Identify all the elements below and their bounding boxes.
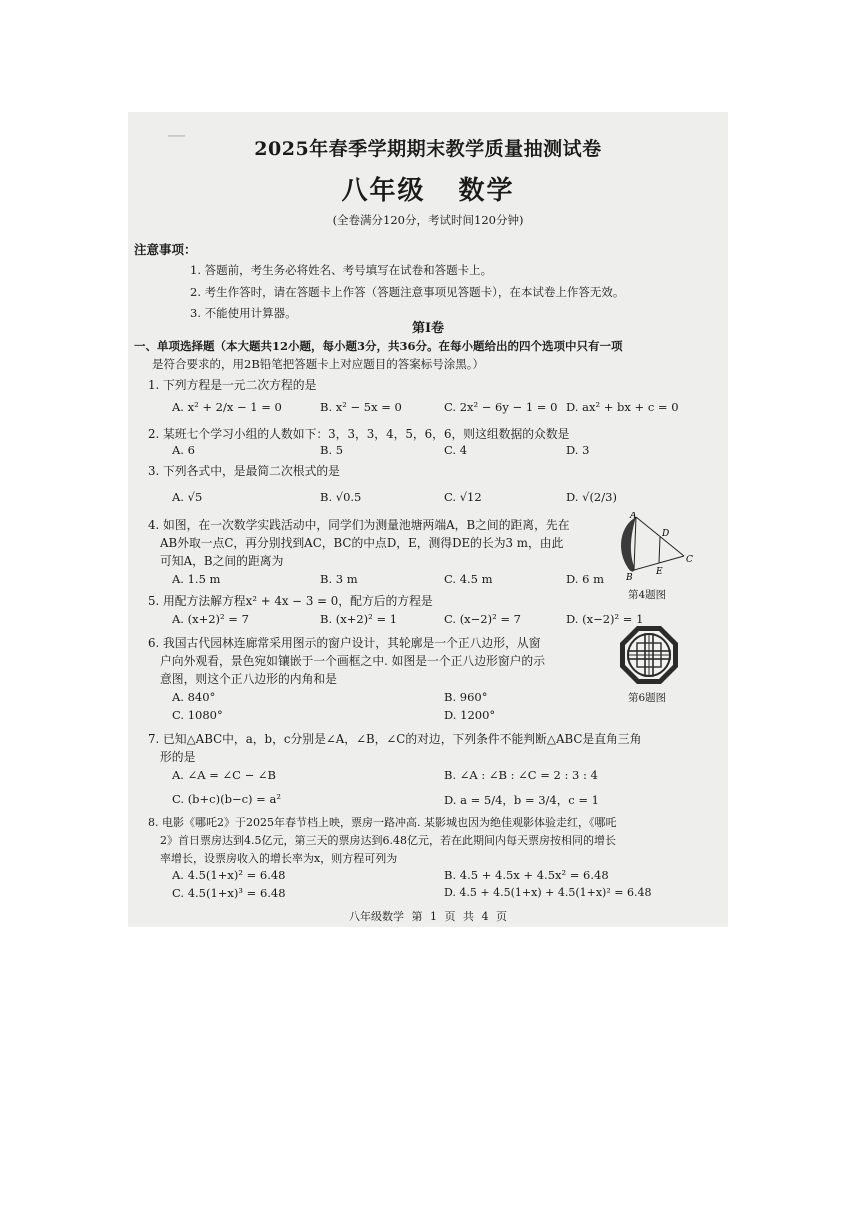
question-stem: 可知A，B之间的距离为 [160, 554, 284, 568]
question-stem: 4. 如图，在一次数学实践活动中，同学们为测量池塘两端A，B之间的距离，先在 [148, 518, 570, 532]
exam-title: 2025年春季学期期末教学质量抽测试卷 [254, 138, 602, 160]
question-stem: 1. 下列方程是一元二次方程的是 [148, 378, 317, 392]
question-stem: 2. 某班七个学习小组的人数如下：3，3，3，4，5，6，6，则这组数据的众数是 [148, 427, 570, 441]
option-d: D. 3 [566, 443, 590, 457]
option-c: C. 1080° [172, 708, 223, 722]
figure-6-caption: 第6题图 [628, 692, 667, 704]
option-d: D. √(2/3) [566, 490, 617, 504]
question-stem: 意图，则这个正八边形的内角和是 [160, 672, 337, 686]
label-a: A [630, 512, 637, 521]
option-c: C. √12 [444, 490, 482, 504]
option-c: C. (x−2)² = 7 [444, 612, 521, 626]
option-d: D. 1200° [444, 708, 496, 722]
question-stem: 2》首日票房达到4.5亿元，第三天的票房达到6.48亿元，若在此期间内每天票房按相同的增长 [160, 834, 616, 847]
notice-item: 3. 不能使用计算器。 [190, 306, 297, 320]
question-stem: 户向外观看，景色宛如镶嵌于一个画框之中. 如图是一个正八边形窗户的示 [160, 654, 546, 668]
label-c: C [686, 555, 693, 565]
option-b: B. (x+2)² = 1 [320, 612, 398, 626]
question-stem: AB外取一点C，再分别找到AC，BC的中点D，E，测得DE的长为3 m，由此 [160, 536, 564, 550]
option-d: D. 4.5 + 4.5(1+x) + 4.5(1+x)² = 6.48 [444, 886, 652, 899]
section-instructions: 一、单项选择题（本大题共12小题，每小题3分，共36分。在每小题给出的四个选项中只有一项 [134, 339, 623, 353]
option-c: C. 4.5 m [444, 572, 493, 586]
option-b: B. 4.5 + 4.5x + 4.5x² = 6.48 [444, 868, 609, 882]
figure-6-octagon-window [618, 624, 680, 686]
option-b: B. x² − 5x = 0 [320, 400, 402, 414]
option-b: B. √0.5 [320, 490, 362, 504]
label-d: D [662, 529, 670, 539]
part-title: 第Ⅰ卷 [411, 321, 445, 336]
label-b: B [626, 573, 633, 583]
option-d: D. ax² + bx + c = 0 [566, 400, 679, 414]
exam-subject: 八年级 数学 [341, 176, 515, 206]
option-c: C. 4 [444, 443, 468, 457]
option-c: C. 2x² − 6y − 1 = 0 [444, 400, 558, 414]
exam-page-scan [128, 112, 728, 927]
question-stem: 8. 电影《哪吒2》于2025年春节档上映，票房一路冲高. 某影城也因为绝佳观影体验走红，《哪吒 [148, 816, 617, 829]
option-a: A. 4.5(1+x)² = 6.48 [172, 868, 286, 882]
option-b: B. 3 m [320, 572, 358, 586]
question-stem: 3. 下列各式中，是最简二次根式的是 [148, 464, 340, 478]
figure-4-pond-diagram [606, 512, 696, 584]
option-a: A. √5 [172, 490, 203, 504]
question-stem: 形的是 [160, 750, 196, 764]
figure-4-caption: 第4题图 [628, 589, 667, 601]
exam-meta: (全卷满分120分，考试时间120分钟) [332, 213, 524, 227]
question-stem: 6. 我国古代园林连廊常采用图示的窗户设计，其轮廓是一个正八边形，从窗 [148, 636, 541, 650]
section-instructions-line1 [134, 338, 623, 354]
page-footer: 八年级数学 第 1 页 共 4 页 [349, 910, 507, 923]
notice-heading: 注意事项： [134, 242, 197, 257]
question-stem: 5. 用配方法解方程x² + 4x − 3 = 0，配方后的方程是 [148, 594, 433, 608]
option-b: B. 960° [444, 690, 488, 704]
question-stem: 7. 已知△ABC中，a，b，c分别是∠A，∠B，∠C的对边，下列条件不能判断△ABC是直角三角 [148, 732, 642, 746]
option-d: D. 6 m [566, 572, 604, 586]
notice-item: 2. 考生作答时，请在答题卡上作答（答题注意事项见答题卡），在本试卷上作答无效。 [190, 285, 625, 299]
option-a: A. (x+2)² = 7 [172, 612, 249, 626]
option-b: B. ∠A : ∠B : ∠C = 2 : 3 : 4 [444, 768, 598, 782]
question-stem: 率增长，设票房收入的增长率为x，则方程可列为 [160, 852, 398, 865]
option-a: A. 840° [172, 690, 216, 704]
option-a: A. 6 [172, 443, 195, 457]
option-a: A. 1.5 m [172, 572, 221, 586]
option-a: A. x² + 2/x − 1 = 0 [172, 400, 282, 414]
option-d: D. a = 5/4，b = 3/4，c = 1 [444, 793, 599, 807]
option-d: D. (x−2)² = 1 [566, 612, 644, 626]
bleed-through-mark: ▁▁ [168, 124, 185, 137]
label-e: E [656, 567, 663, 577]
option-c: C. (b+c)(b−c) = a² [172, 792, 281, 806]
section-instructions-line2: 是符合要求的，用2B铅笔把答题卡上对应题目的答案标号涂黑。） [152, 357, 485, 371]
option-a: A. ∠A = ∠C − ∠B [172, 768, 276, 782]
option-c: C. 4.5(1+x)³ = 6.48 [172, 886, 286, 900]
notice-item: 1. 答题前，考生务必将姓名、考号填写在试卷和答题卡上。 [190, 263, 493, 277]
option-b: B. 5 [320, 443, 344, 457]
